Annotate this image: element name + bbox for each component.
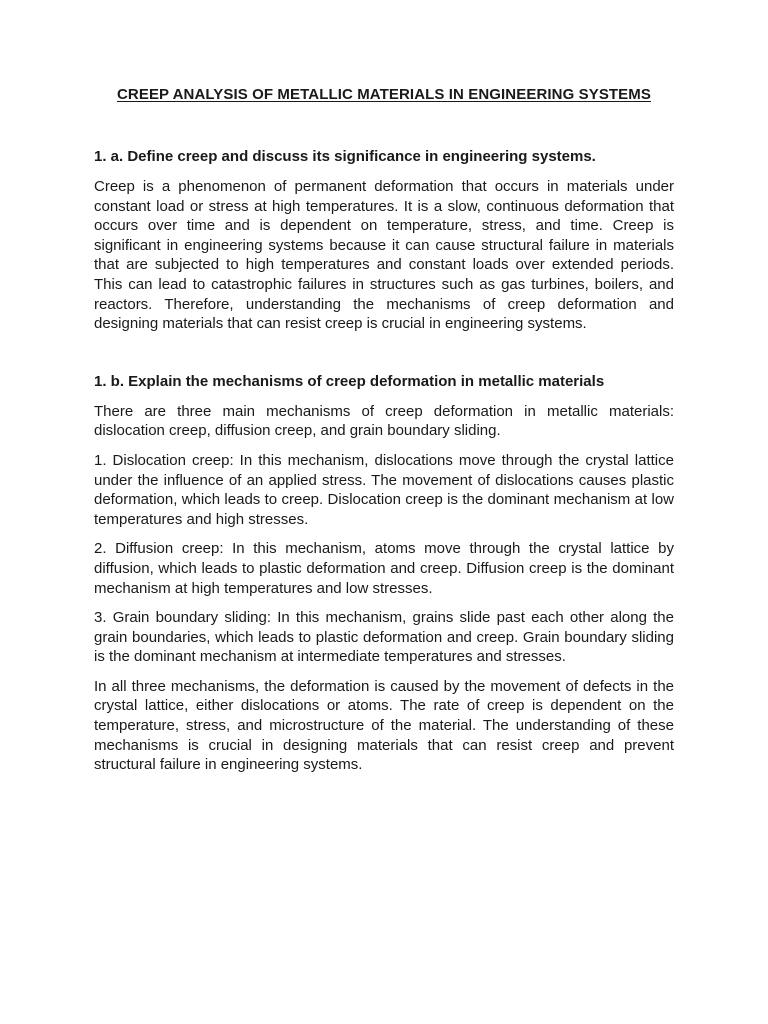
paragraph-conclusion: In all three mechanisms, the deformation is caused by the movement of defects in the crystal lattice, either dislocations or atoms. The rate of creep is dependent on the temperature, stress, and microstructure of the material. The understanding of these mechanisms is crucial in designing materials that can resist creep and prevent structural failure in engineering systems. <box>94 677 674 774</box>
document-title: CREEP ANALYSIS OF METALLIC MATERIALS IN ENGINEERING SYSTEMS <box>116 86 651 103</box>
paragraph-diffusion-creep: 2. Diffusion creep: In this mechanism, atoms move through the crystal lattice by diffusion, which leads to plastic deformation and creep. Diffusion creep is the dominant mechanism at high temperatures and low stresses. <box>94 540 674 597</box>
section-spacer <box>94 344 674 372</box>
section-heading-1a: 1. a. Define creep and discuss its significance in engineering systems. <box>94 148 596 165</box>
paragraph-creep-definition: Creep is a phenomenon of permanent deformation that occurs in materials under constant load or stress at high temperatures. It is a slow, continuous deformation that occurs over time and is dependent on temperature, stress, and time. Creep is significant in engineering systems because it can cause structural failure in materials that are subjected to high temperatures and constant loads over extended periods. This can lead to catastrophic failures in structures such as gas turbines, boilers, and reactors. Therefore, understanding the mechanisms of creep deformation and designing materials that can resist creep is crucial in engineering systems. <box>94 178 674 333</box>
section-1a <box>94 147 674 334</box>
paragraph-grain-boundary-sliding: 3. Grain boundary sliding: In this mechanism, grains slide past each other along the grain boundaries, which leads to plastic deformation and creep. Grain boundary sliding is the dominant mechanism at intermediate temperatures and stresses. <box>94 609 674 666</box>
section-heading-1b: 1. b. Explain the mechanisms of creep deformation in metallic materials <box>94 372 605 390</box>
paragraph-mechanisms-intro: There are three main mechanisms of creep deformation in metallic materials: dislocation creep, diffusion creep, and grain boundary sliding. <box>94 402 674 440</box>
section-1b <box>94 372 674 775</box>
paragraph-dislocation-creep: 1. Dislocation creep: In this mechanism, dislocations move through the crystal lattice under the influence of an applied stress. The movement of dislocations causes plastic deformation, which leads to creep. Dislocation creep is the dominant mechanism at low temperatures and high stresses. <box>94 451 674 528</box>
